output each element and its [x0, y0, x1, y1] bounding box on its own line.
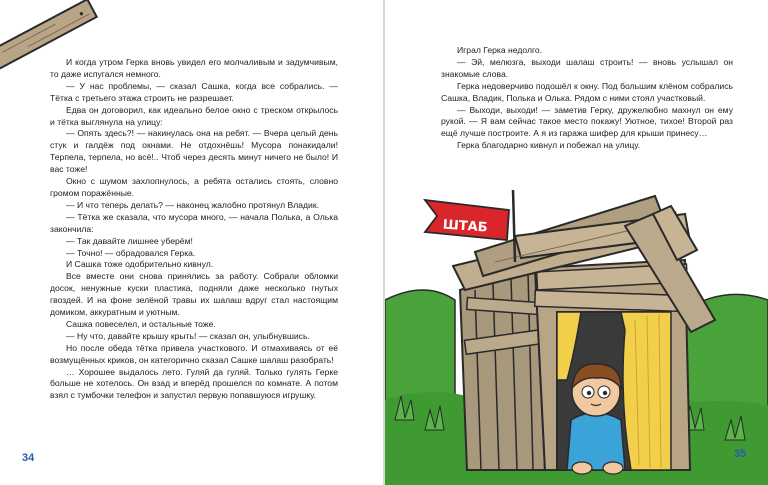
left-page: [0, 0, 383, 485]
paragraph: — Эй, мелюзга, выходи шалаш строить! — вновь услышал он знакомые слова.: [441, 56, 733, 79]
page-number: 34: [22, 452, 35, 464]
paragraph: Сашка повеселел, и остальные тоже.: [66, 318, 216, 329]
right-text: [441, 45, 733, 152]
right-page: [385, 0, 768, 485]
paragraph: — Так давайте лишнее уберём!: [66, 235, 193, 246]
paragraph: — И что теперь делать? — наконец жалобно протянул Владик.: [66, 199, 320, 210]
paragraph: — Опять здесь?! — накинулась она на ребят. — Вчера целый день стук и галдёж под окнами. Не отдохнёшь! Мусора понакидали! Терпела, терпела, но всё!.. Чтоб через десять минут ничего не было! И вас тоже!: [50, 128, 338, 175]
paragraph: — Точно! — обрадовался Герка.: [66, 247, 196, 258]
paragraph: Герка благодарно кивнул и побежал на улицу.: [457, 140, 641, 151]
page-number: 35: [734, 448, 747, 460]
paragraph: — Выходи, выходи! — заметив Герку, дружелюбно махнул он ему рукой. — Я вам сейчас такое место покажу! Уютное, тихое! Второй раз ещё лучше построите. А я из гаража шифер для крыши принесу…: [441, 104, 733, 139]
paragraph: — Тётка же сказала, что мусора много, — начала Полька, а Олька закончила:: [50, 211, 338, 234]
left-text: [50, 57, 338, 402]
paragraph: Окно с шумом захлопнулось, а ребята остались стоять, словно громом поражённые.: [50, 176, 338, 198]
paragraph: Но после обеда тётка привела участкового. И отмахиваясь от её возмущённых криков, он категорично сказал Сашке шалаш разобрать!: [50, 342, 338, 365]
boy-character-icon: [567, 364, 625, 474]
paragraph: Герка недоверчиво подошёл к окну. Под большим клёном собрались Сашка, Владик, Полька и Олька. Рядом с ними стоял участковый.: [441, 80, 733, 103]
paragraph: И когда утром Герка вновь увидел его молчаливым и задумчивым, то даже испугался немного.: [50, 57, 338, 79]
paragraph: … Хорошее выдалось лето. Гуляй да гуляй. Только гулять Герке больше не хотелось. Он взад и вперёд прошелся по комнате. А потом взял с тумбочки телефон и запустил первую попавшуюся игрушку.: [50, 366, 338, 401]
paragraph: — Ну что, давайте крышу крыть! — сказал он, улыбнувшись.: [66, 330, 310, 341]
paragraph: Играл Герка недолго.: [457, 45, 543, 55]
flag-icon: [425, 200, 509, 240]
paragraph: Все вместе они снова принялись за работу. Собрали обломки досок, ненужные куски пластика, подняли даже несколько гнутых гвоздей. И на фоне зелёной травы их шалаш вдруг стал настоящим домиком, аккуратным и уютным.: [50, 271, 338, 318]
paragraph: — У нас проблемы, — сказал Сашка, когда все собрались. — Тётка с третьего этажа строить не разрешает.: [50, 80, 338, 103]
paragraph: И Сашка тоже одобрительно кивнул.: [66, 259, 214, 270]
paragraph: Едва он договорил, как идеально белое окно с треском открылось и тётка выглянула на улицу:: [50, 104, 338, 127]
flag-label: ШТАБ: [442, 217, 489, 236]
